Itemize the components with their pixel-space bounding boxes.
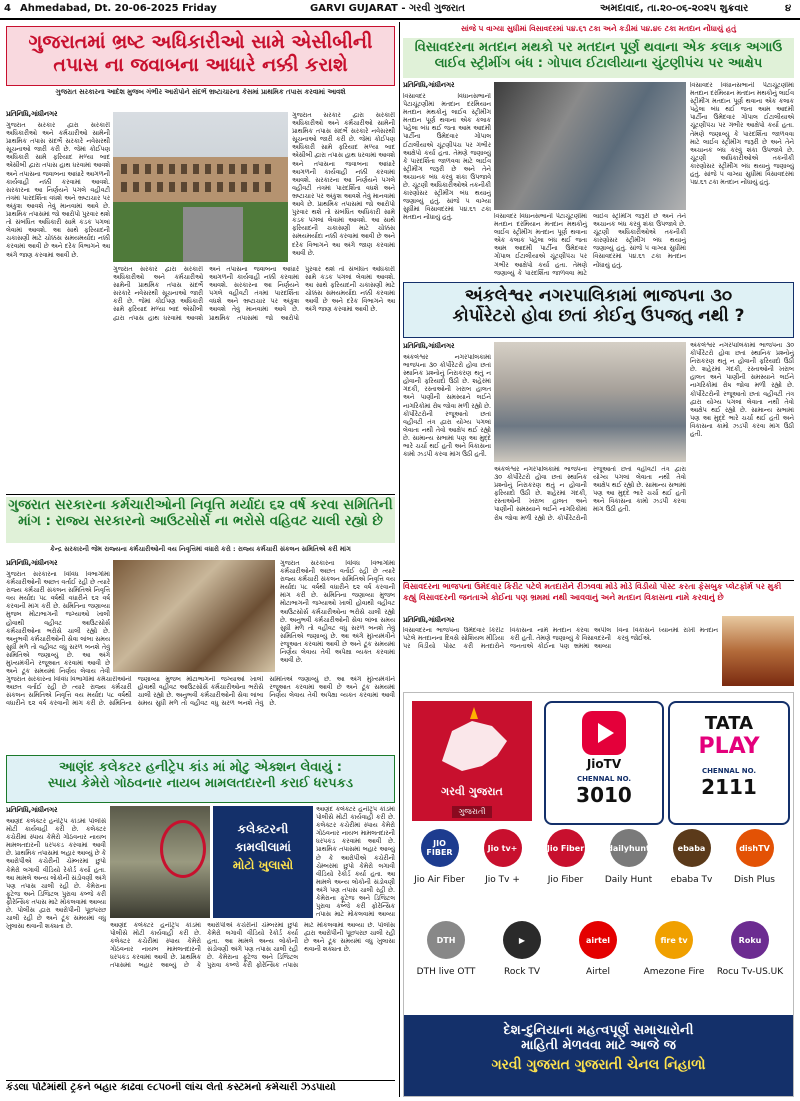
- platform-logo-icon: Jio Fiber: [547, 829, 585, 867]
- masthead: GARVI GUJARAT - ગરવી ગુજરાત: [310, 3, 466, 14]
- platform-label: Jio Tv +: [485, 875, 520, 885]
- channel-ad: [403, 692, 794, 1097]
- anand-headline-box: [6, 755, 395, 803]
- pension-body-lower: ગુજરાત સરકારના વિવિધ વિભાગોમાં કર્મચારીઓની અછત વર્તાઈ રહી છે ત્યારે રાજ્ય કર્મચારી સંકલન સમિતિએ નિવૃત્તિ વય મર્યાદા ૫૮ વર્ષથી વધારીને ૬૨ વર્ષ કરવાની માંગ કરી છે. સમિતિના જણાવ્યા મુજબ મોટાભાગની જગ્યાઓ ખાલી હોવાથી વહીવટ આઉટસોર્સ કર્મચારીઓના ભરોસે ચાલી રહ્યો છે. અનુભવી કર્મચારીઓની સેવા લાંબા સમય સુધી મળે તો વહીવટ વધુ સરળ બનશે તેવું સમિતિએ જણાવ્યું છે. આ અંગે મુખ્યમંત્રીને રજૂઆત કરવામાં આવી છે અને ટૂંક સમયમાં નિર્ણય લેવાય તેવી અપેક્ષા વ્યક્ત કરવામાં આવી છે.: [6, 676, 395, 708]
- visavadar-body-col4: વિસાવદર વિધાનસભાની પેટાચૂંટણીમાં મતદાન દરમિયાન મતદાન મથકોનું લાઈવ સ્ટ્રીમીંગ મતદાન પૂર્ણ થવાના એક કલાક પહેલા બંધ થઈ જતા આમ આદમી પાર્ટીના ઉમેદવાર ગોપાલ ઈટાલીયાએ ચૂંટણીપંચ પર ગંભીર આક્ષેપો કર્યા હતા. તેમણે જણાવ્યું કે પારદર્શિતા જાળવવા માટે લાઈવ સ્ટ્રીમીંગ જરૂરી છે અને તેને અચાનક બંધ કરવું શંકા ઉપજાવે છે. ચૂંટણી અધિકારીઓએ તકનીકી કારણોસર સ્ટ્રીમીંગ બંધ થયાનું જણાવ્યું હતું. સાંજે ૫ વાગ્યા સુધીમાં વિસાવદરમાં ૫૪.૬૧ ટકા મતદાન નોંધાયું હતું.: [690, 82, 794, 187]
- kirit-body: વિસાવદરના ભાજપના ઉમેદવાર કિરીટ પટેલે મતદાનના દિવસે સોશિયલ મીડિયા પર વિડીયો પોસ્ટ કરી મતદારોને વિકાસના નામે મતદાન કરવા અપીલ કરી હતી. તેમણે જણાવ્યું કે વિસાવદરની જનતાએ કોઈના પણ ભ્રમમાં આવ્યા વિના વિકાસને ધ્યાનમાં રાખી મતદાન કરવું જોઈએ.: [403, 627, 718, 651]
- ankleshwar-byline: પ્રતિનિધિ,ગાંધીનગર: [403, 342, 455, 350]
- platform-logo-icon: DTH: [427, 921, 465, 959]
- kirit-photo: [722, 616, 794, 686]
- page-number-right: ૪: [785, 3, 792, 14]
- visavadar-headline-line1: વિસાવદરના મતદાન મથકો પર મતદાન પૂર્ણ થવાના એક કલાક અગાઉ: [414, 40, 783, 55]
- visavadar-headline-line2: લાઈવ સ્ટ્રીમીંગ બંધ : ગોપાલ ઈટાલીયાના ચુંટણીપંચ પર આક્ષેપ: [434, 55, 763, 71]
- brand-sub: ગુજરાતી: [452, 806, 491, 818]
- ankleshwar-headline-line2: કોર્પોરેટરો હોવા છતાં કોઈનુ ઉપજતુ નથી ?: [452, 306, 745, 327]
- visavadar-byline: પ્રતિનિધિ,ગાંધીનગર: [403, 81, 455, 89]
- acb-body-lower: ગુજરાત સરકાર દ્વારા સરકારી અધિકારીઓ અને કર્મચારીઓ સામેની પ્રાથમિક તપાસ સંદર્ભે સરકારે નવેસરથી સૂચનાઓ જારી કરી છે. જેમાં કોઈપણ અધિકારી સામે ફરિયાદ મળ્યા બાદ એસીબી દ્વારા તપાસ હાથ ધરવામાં આવશે અને તપાસના જવાબના આધારે આગળની કાર્યવાહી નક્કી કરવામાં આવશે. સરકારના આ નિર્ણયને પગલે વહીવટી તંત્રમાં પારદર્શિતા વધશે અને ભ્રષ્ટાચાર પર અંકુશ આવશે તેવું માનવામાં આવે છે. પ્રાથમિક તપાસમાં જો આરોપો પુરવાર થશે તો સંબંધિત અધિકારી સામે કડક પગલાં લેવામાં આવશે. આ સાથે ફરિયાદની ચકાસણી માટે ચોક્કસ સમયમર્યાદા નક્કી કરવામાં આવી છે અને દરેક વિભાગને આ અંગે જાણ કરવામાં આવી છે.: [113, 266, 395, 322]
- ankleshwar-meeting-photo: [494, 342, 686, 462]
- platform-label: Rock TV: [503, 967, 541, 977]
- acb-headline-box: [6, 26, 395, 86]
- platform-logo-icon: ebaba: [673, 829, 711, 867]
- date-right: અમદાવાદ, તા.૨૦-૦૬-૨૦૨૫ શુક્રવાર: [600, 3, 749, 14]
- jiotv-play-icon: [582, 711, 626, 755]
- platform-logo-icon: Jio tv+: [484, 829, 522, 867]
- kandla-headline: કંડલા પોર્ટમાંથી ટ્રકને બહાર કાઢવા ૯૮૫૦ની લાંચ લેતો કસ્ટમનો કર્મચારી ઝડપાયો: [6, 1082, 336, 1093]
- pension-body-col1: ગુજરાત સરકારના વિવિધ વિભાગોમાં કર્મચારીઓની અછત વર્તાઈ રહી છે ત્યારે રાજ્ય કર્મચારી સંકલન સમિતિએ નિવૃત્તિ વય મર્યાદા ૫૮ વર્ષથી વધારીને ૬૨ વર્ષ કરવાની માંગ કરી છે. સમિતિના જણાવ્યા મુજબ મોટાભાગની જગ્યાઓ ખાલી હોવાથી વહીવટ આઉટસોર્સ કર્મચારીઓના ભરોસે ચાલી રહ્યો છે. અનુભવી કર્મચારીઓની સેવા લાંબા સમય સુધી મળે તો વહીવટ વધુ સરળ બનશે તેવું સમિતિએ જણાવ્યું છે. આ અંગે મુખ્યમંત્રીને રજૂઆત કરવામાં આવી છે અને ટૂંક સમયમાં નિર્ણય લેવાય તેવી: [6, 571, 110, 675]
- platform-logo-icon: dailyhunt: [610, 829, 648, 867]
- anand-body-lower: આણંદ કલેક્ટર હનીટ્રેપ કાંડમાં પોલીસે મોટી કાર્યવાહી કરી છે. કલેક્ટર કચેરીમાં સ્પાય કેમેરો ગોઠવનાર નાયબ મામલતદારની ધરપકડ કરવામાં આવી છે. પ્રાથમિક તપાસમાં બહાર આવ્યું છે કે આરોપીએ કચેરીની ચેમ્બરમાં છુપો કેમેરો લગાવી વીડિયો રેકોર્ડ કર્યા હતા. આ મામલે અન્ય લોકોની સંડોવણી અંગે પણ તપાસ ચાલી રહી છે. કેમેરાના ફૂટેજ અને ડિજિટલ પુરાવા કબ્જે કરી ફોરેન્સિક તપાસ માટે મોકલવામાં આવ્યા છે. પોલીસ દ્વારા આરોપીની પૂછપરછ ચાલી રહી છે અને ટૂંક સમયમાં વધુ ખુલાસા થવાની શક્યતા છે.: [110, 922, 395, 970]
- brand-name: ગરવી ગુજરાત: [441, 785, 503, 798]
- page-header: [0, 0, 800, 20]
- column-divider: [399, 22, 400, 1097]
- acb-body-col1: ગુજરાત સરકાર દ્વારા સરકારી અધિકારીઓ અને કર્મચારીઓ સામેની પ્રાથમિક તપાસ સંદર્ભે સરકારે નવેસરથી સૂચનાઓ જારી કરી છે. જેમાં કોઈપણ અધિકારી સામે ફરિયાદ મળ્યા બાદ એસીબી દ્વારા તપાસ હાથ ધરવામાં આવશે અને તપાસના જવાબના આધારે આગળની કાર્યવાહી નક્કી કરવામાં આવશે. સરકારના આ નિર્ણયને પગલે વહીવટી તંત્રમાં પારદર્શિતા વધશે અને ભ્રષ્ટાચાર પર અંકુશ આવશે તેવું માનવામાં આવે છે. પ્રાથમિક તપાસમાં જો આરોપો પુરવાર થશે તો સંબંધિત અધિકારી સામે કડક પગલાં લેવામાં આવશે. આ સાથે ફરિયાદની ચકાસણી માટે ચોક્કસ સમયમર્યાદા નક્કી કરવામાં આવી છે અને દરેક વિભાગને આ અંગે જાણ કરવામાં આવી છે.: [6, 122, 110, 259]
- platform-logo-icon: fire tv: [655, 921, 693, 959]
- acb-body-col3: ગુજરાત સરકાર દ્વારા સરકારી અધિકારીઓ અને કર્મચારીઓ સામેની પ્રાથમિક તપાસ સંદર્ભે સરકારે નવેસરથી સૂચનાઓ જારી કરી છે. જેમાં કોઈપણ અધિકારી સામે ફરિયાદ મળ્યા બાદ એસીબી દ્વારા તપાસ હાથ ધરવામાં આવશે અને તપાસના જવાબના આધારે આગળની કાર્યવાહી નક્કી કરવામાં આવશે. સરકારના આ નિર્ણયને પગલે વહીવટી તંત્રમાં પારદર્શિતા વધશે અને ભ્રષ્ટાચાર પર અંકુશ આવશે તેવું માનવામાં આવે છે. પ્રાથમિક તપાસમાં જો આરોપો પુરવાર થશે તો સંબંધિત અધિકારી સામે કડક પગલાં લેવામાં આવશે. આ સાથે ફરિયાદની ચકાસણી માટે ચોક્કસ સમયમર્યાદા નક્કી કરવામાં આવી છે અને દરેક વિભાગને આ અંગે જાણ કરવામાં આવી છે.: [292, 112, 395, 257]
- platform-item: [560, 921, 636, 977]
- jiotv-channel-no: 3010: [576, 783, 632, 807]
- promo-line2: કામલીલામાં: [235, 840, 291, 854]
- platform-label: Jio Fiber: [547, 875, 584, 885]
- date-left: Ahmedabad, Dt. 20-06-2025 Friday: [20, 3, 217, 14]
- promo-line3: મોટો ખુલાસો: [232, 858, 294, 872]
- promo-line1: કલેક્ટરની: [237, 822, 289, 836]
- platform-label: Rocu Tv-US.UK: [716, 967, 784, 977]
- gujarat-map-icon: [412, 701, 532, 781]
- ankleshwar-body-col4: અંકલેશ્વર નગરપાલિકામાં ભાજપના ૩૦ કોર્પોરેટરો હોવા છતાં સ્થાનિક પ્રશ્નોનું નિરાકરણ થતું ન હોવાની ફરિયાદો ઉઠી છે. શહેરમાં ગંદકી, રસ્તાઓની ખરાબ હાલત અને પાણીની સમસ્યાને લઈને નાગરિકોમાં રોષ જોવા મળી રહ્યો છે. કોર્પોરેટરોની રજૂઆતો છતાં વહીવટી તંત્ર દ્વારા યોગ્ય પગલાં લેવાતા નથી તેવો આક્ષેપ થઈ રહ્યો છે. સામાન્ય સભામાં પણ આ મુદ્દે ભારે ચર્ચા થઈ હતી અને વિકાસના કામો ઝડપી કરવા માંગ ઉઠી હતી.: [690, 342, 794, 439]
- anand-headline-line1: આણંદ કલેકટર હનીટ્રેપ કાંડ માં મોટુ એક્શન લેવાયું :: [59, 760, 342, 775]
- pension-office-photo: [113, 560, 275, 672]
- visavadar-photo: [494, 82, 686, 210]
- platform-label: Amezone Fire: [643, 967, 705, 977]
- divider: [6, 494, 395, 495]
- ankleshwar-headline-box: [403, 282, 794, 338]
- divider: [6, 1080, 395, 1081]
- anand-byline: પ્રતિનિધિ,ગાંધીનગર: [6, 806, 58, 814]
- anand-body-col1: આણંદ કલેક્ટર હનીટ્રેપ કાંડમાં પોલીસે મોટી કાર્યવાહી કરી છે. કલેક્ટર કચેરીમાં સ્પાય કેમેરો ગોઠવનાર નાયબ મામલતદારની ધરપકડ કરવામાં આવી છે. પ્રાથમિક તપાસમાં બહાર આવ્યું છે કે આરોપીએ કચેરીની ચેમ્બરમાં છુપો કેમેરો લગાવી વીડિયો રેકોર્ડ કર્યા હતા. આ મામલે અન્ય લોકોની સંડોવણી અંગે પણ તપાસ ચાલી રહી છે. કેમેરાના ફૂટેજ અને ડિજિટલ પુરાવા કબ્જે કરી ફોરેન્સિક તપાસ માટે મોકલવામાં આવ્યા છે. પોલીસ દ્વારા આરોપીની પૂછપરછ ચાલી રહી છે અને ટૂંક સમયમાં વધુ ખુલાસા થવાની શક્યતા છે.: [6, 818, 106, 931]
- acb-subhead: ગુજરાત સરકારના આદેશ મુજબ ગંભીર આરોપોને સંદર્ભે ભ્રષ્ટાચારના કેસમાં પ્રાથમિક તપાસ કરવામાં આવશે: [55, 88, 346, 96]
- platform-item: [408, 921, 484, 977]
- page-number-left: 4: [4, 3, 11, 14]
- jiotv-label: JioTV: [586, 757, 622, 771]
- pension-body-col3: ગુજરાત સરકારના વિવિધ વિભાગોમાં કર્મચારીઓની અછત વર્તાઈ રહી છે ત્યારે રાજ્ય કર્મચારી સંકલન સમિતિએ નિવૃત્તિ વય મર્યાદા ૫૮ વર્ષથી વધારીને ૬૨ વર્ષ કરવાની માંગ કરી છે. સમિતિના જણાવ્યા મુજબ મોટાભાગની જગ્યાઓ ખાલી હોવાથી વહીવટ આઉટસોર્સ કર્મચારીઓના ભરોસે ચાલી રહ્યો છે. અનુભવી કર્મચારીઓની સેવા લાંબા સમય સુધી મળે તો વહીવટ વધુ સરળ બનશે તેવું સમિતિએ જણાવ્યું છે. આ અંગે મુખ્યમંત્રીને રજૂઆત કરવામાં આવી છે અને ટૂંક સમયમાં નિર્ણય લેવાય તેવી અપેક્ષા વ્યક્ત કરવામાં આવી છે.: [280, 560, 395, 665]
- platform-label: Jio Air Fiber: [414, 875, 465, 885]
- platform-item: [723, 829, 786, 885]
- platform-logo-icon: airtel: [579, 921, 617, 959]
- platform-item: [484, 921, 560, 977]
- visavadar-body-lower: વિસાવદર વિધાનસભાની પેટાચૂંટણીમાં મતદાન દરમિયાન મતદાન મથકોનું લાઈવ સ્ટ્રીમીંગ મતદાન પૂર્ણ થવાના એક કલાક પહેલા બંધ થઈ જતા આમ આદમી પાર્ટીના ઉમેદવાર ગોપાલ ઈટાલીયાએ ચૂંટણીપંચ પર ગંભીર આક્ષેપો કર્યા હતા. તેમણે જણાવ્યું કે પારદર્શિતા જાળવવા માટે લાઈવ સ્ટ્રીમીંગ જરૂરી છે અને તેને અચાનક બંધ કરવું શંકા ઉપજાવે છે. ચૂંટણી અધિકારીઓએ તકનીકી કારણોસર સ્ટ્રીમીંગ બંધ થયાનું જણાવ્યું હતું. સાંજે ૫ વાગ્યા સુધીમાં વિસાવદરમાં ૫૪.૬૧ ટકા મતદાન નોંધાયું હતું.: [494, 213, 686, 277]
- garvi-logo: [412, 701, 532, 821]
- anand-promo-box: [213, 806, 313, 918]
- platform-item: [712, 921, 788, 977]
- ad-tagline: [404, 1015, 793, 1096]
- platform-grid: [408, 829, 790, 1013]
- platform-label: ebaba Tv: [670, 875, 713, 885]
- pension-headline-line2: માંગ : રાજ્ય સરકારનો આઉટસોર્સ ના ભરોસે વહિવટ ચાલી રહ્યો છે: [18, 513, 383, 530]
- building-illustration: [113, 112, 288, 262]
- platform-logo-icon: Roku: [731, 921, 769, 959]
- tagline-line1: દેશ-દુનિયાના મહત્વપૂર્ણ સમાચારોની: [503, 1023, 694, 1038]
- pension-headline-line1: ગુજરાત સરકારના કર્મચારીઓની નિવૃત્તિ મર્યાદા ૬૨ વર્ષ કરવા સમિતિની: [8, 497, 393, 513]
- kirit-headline: વિસાવદરના ભાજપના ઉમેદવાર કિરીટ પટેલે મતદારોને રીઝવવા મોડે મોડે વિડીયો પોસ્ટ કરતા ફેસબુક પ્લેટફોર્મ પર મુકી કહ્યું વિસાવદરની જનતાએ કોઈના પણ ભ્રમમાં નથી આવવાનું અને મતદાન વિકાસના નામે કરવાનું છે: [403, 582, 782, 602]
- jiotv-box: [544, 701, 664, 825]
- visavadar-body-col1: વિસાવદર વિધાનસભાની પેટાચૂંટણીમાં મતદાન દરમિયાન મતદાન મથકોનું લાઈવ સ્ટ્રીમીંગ મતદાન પૂર્ણ થવાના એક કલાક પહેલા બંધ થઈ જતા આમ આદમી પાર્ટીના ઉમેદવાર ગોપાલ ઈટાલીયાએ ચૂંટણીપંચ પર ગંભીર આક્ષેપો કર્યા હતા. તેમણે જણાવ્યું કે પારદર્શિતા જાળવવા માટે લાઈવ સ્ટ્રીમીંગ જરૂરી છે અને તેને અચાનક બંધ કરવું શંકા ઉપજાવે છે. ચૂંટણી અધિકારીઓએ તકનીકી કારણોસર સ્ટ્રીમીંગ બંધ થયાનું જણાવ્યું હતું. સાંજે ૫ વાગ્યા સુધીમાં વિસાવદરમાં ૫૪.૬૧ ટકા મતદાન નોંધાયું હતું.: [403, 93, 491, 222]
- pension-headline: [6, 497, 395, 543]
- pension-subhead: કેન્દ્ર સરકારની જેમ રાજ્યના કર્મચારીઓની વય નિવૃત્તિમાં વધારો કરો : રાજ્ય કર્મચારી સંકલન સમિતિએ કરી માંગ: [50, 545, 351, 553]
- tata-channel-label: CHENNAL NO.: [701, 767, 757, 775]
- platform-item: [660, 829, 723, 885]
- platform-item: [597, 829, 660, 885]
- acb-building-photo: [113, 112, 288, 262]
- ankleshwar-body-lower: અંકલેશ્વર નગરપાલિકામાં ભાજપના ૩૦ કોર્પોરેટરો હોવા છતાં સ્થાનિક પ્રશ્નોનું નિરાકરણ થતું ન હોવાની ફરિયાદો ઉઠી છે. શહેરમાં ગંદકી, રસ્તાઓની ખરાબ હાલત અને પાણીની સમસ્યાને લઈને નાગરિકોમાં રોષ જોવા મળી રહ્યો છે. કોર્પોરેટરોની રજૂઆતો છતાં વહીવટી તંત્ર દ્વારા યોગ્ય પગલાં લેવાતા નથી તેવો આક્ષેપ થઈ રહ્યો છે. સામાન્ય સભામાં પણ આ મુદ્દે ભારે ચર્ચા થઈ હતી અને વિકાસના કામો ઝડપી કરવા માંગ ઉઠી હતી.: [494, 466, 686, 522]
- turnout-strip: સાંજે ૫ વાગ્યા સુધીમાં વિસાવદરમાં ૫૪.૬૧ ટકા અને કડીમાં ૫૪.૪૯ ટકા મતદાન નોંધાયું હતું: [460, 24, 737, 33]
- platform-label: Airtel: [586, 967, 610, 977]
- divider: [403, 580, 794, 581]
- jiotv-channel-label: CHENNAL NO.: [576, 775, 632, 783]
- anand-body-col4: આણંદ કલેક્ટર હનીટ્રેપ કાંડમાં પોલીસે મોટી કાર્યવાહી કરી છે. કલેક્ટર કચેરીમાં સ્પાય કેમેરો ગોઠવનાર નાયબ મામલતદારની ધરપકડ કરવામાં આવી છે. પ્રાથમિક તપાસમાં બહાર આવ્યું છે કે આરોપીએ કચેરીની ચેમ્બરમાં છુપો કેમેરો લગાવી વીડિયો રેકોર્ડ કર્યા હતા. આ મામલે અન્ય લોકોની સંડોવણી અંગે પણ તપાસ ચાલી રહી છે. કેમેરાના ફૂટેજ અને ડિજિટલ પુરાવા કબ્જે કરી ફોરેન્સિક તપાસ માટે મોકલવામાં આવ્યા: [316, 806, 395, 918]
- tataplay-box: [668, 701, 790, 825]
- tata-line1: TATA: [704, 713, 754, 734]
- platform-logo-icon: dishTV: [736, 829, 774, 867]
- tata-channel-no: 2111: [701, 775, 757, 799]
- ankleshwar-body-col1: અંકલેશ્વર નગરપાલિકામાં ભાજપના ૩૦ કોર્પોરેટરો હોવા છતાં સ્થાનિક પ્રશ્નોનું નિરાકરણ થતું ન હોવાની ફરિયાદો ઉઠી છે. શહેરમાં ગંદકી, રસ્તાઓની ખરાબ હાલત અને પાણીની સમસ્યાને લઈને નાગરિકોમાં રોષ જોવા મળી રહ્યો છે. કોર્પોરેટરોની રજૂઆતો છતાં વહીવટી તંત્ર દ્વારા યોગ્ય પગલાં લેવાતા નથી તેવો આક્ષેપ થઈ રહ્યો છે. સામાન્ય સભામાં પણ આ મુદ્દે ભારે ચર્ચા થઈ હતી અને વિકાસના કામો ઝડપી કરવા માંગ ઉઠી હતી.: [403, 354, 491, 459]
- visavadar-headline-box: [403, 38, 794, 78]
- acb-byline: પ્રતિનિધિ,ગાંધીનગર: [6, 110, 58, 118]
- platform-item: [408, 829, 471, 885]
- platform-logo-icon: JIO FIBER: [421, 829, 459, 867]
- platform-label: DTH live OTT: [416, 967, 476, 977]
- tagline-line3: ગરવી ગુજરાત ગુજરાતી ચેનલ નિહાળો: [491, 1057, 706, 1073]
- platform-item: [534, 829, 597, 885]
- tata-line2: PLAY: [698, 734, 760, 759]
- platform-item: [636, 921, 712, 977]
- platform-label: Daily Hunt: [604, 875, 653, 885]
- kirit-byline: પ્રતિનિધિ,ગાંધીનગર: [403, 616, 455, 624]
- highlight-circle-icon: [160, 820, 206, 878]
- tagline-line2: માહિતી મેળવવા માટે આજે જ: [521, 1038, 676, 1053]
- pension-byline: પ્રતિનિધિ,ગાંધીનગર: [6, 559, 58, 567]
- platform-label: Dish Plus: [733, 875, 775, 885]
- anand-headline-line2: સ્પાય કેમેરો ગોઠવનાર નાયબ મામલતદારની કરાઈ ધરપકડ: [47, 775, 354, 791]
- platform-item: [471, 829, 534, 885]
- platform-logo-icon: ▶: [503, 921, 541, 959]
- anand-spycam-photo: [110, 806, 210, 918]
- acb-headline-line1: ગુજરાતમાં ભ્રષ્ટ અધિકારીઓ સામે એસીબીની: [28, 31, 373, 53]
- acb-headline-line2: તપાસ ના જવાબના આધારે નક્કી કરાશે: [53, 53, 348, 76]
- ankleshwar-headline-line1: અંકલેશ્વર નગરપાલિકામાં ભાજપના ૩૦: [464, 286, 733, 306]
